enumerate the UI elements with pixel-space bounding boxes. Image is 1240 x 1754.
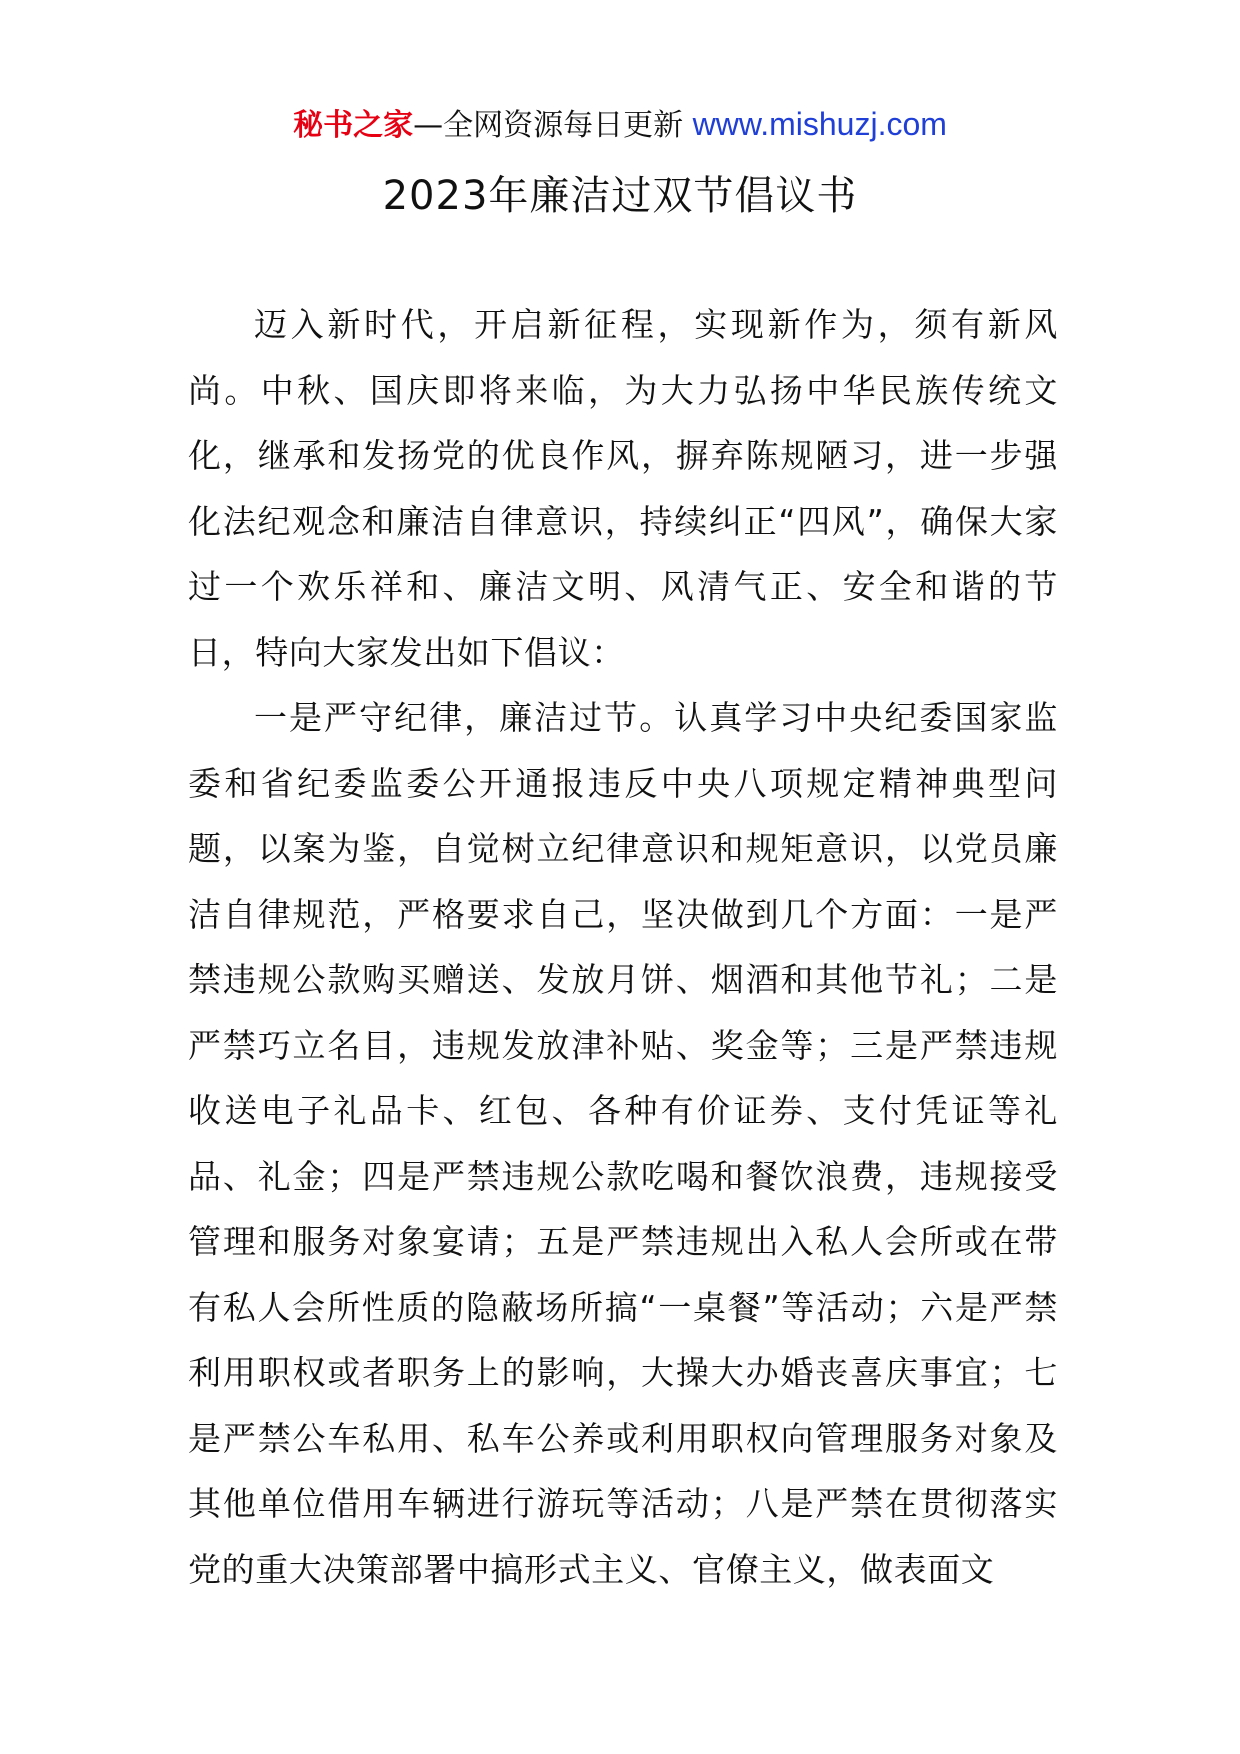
paragraph-intro-text: 迈入新时代，开启新征程，实现新作为，须有新风尚。中秋、国庆即将来临，为大力弘扬中华民族传统文化，继承和发扬党的优良作风，摒弃陈规陋习，进一步强化法纪观念和廉洁自律意识，持续纠正“四风”，确保大家过一个欢乐祥和、廉洁文明、风清气正、安全和谐的节日，特向大家发出如下倡议：	[188, 305, 1058, 672]
paragraph-point-one-lead: 一是严守纪律，廉洁过节。	[254, 699, 675, 736]
document-body	[188, 292, 1058, 1692]
brand-name: 秘书之家	[293, 108, 414, 143]
paragraph-point-one	[188, 685, 1058, 1602]
document-title: 2023年廉洁过双节倡议书	[382, 173, 858, 219]
site-header-banner	[0, 100, 1240, 150]
header-tagline: —全网资源每日更新	[413, 108, 693, 143]
site-url-link[interactable]: www.mishuzj.com	[692, 106, 947, 142]
paragraph-point-one-text: 认真学习中央纪委国家监委和省纪委监委公开通报违反中央八项规定精神典型问题，以案为鉴，自觉树立纪律意识和规矩意识，以党员廉洁自律规范，严格要求自己，坚决做到几个方面：一是严禁违规公款购买赠送、发放月饼、烟酒和其他节礼；二是严禁巧立名目，违规发放津补贴、奖金等；三是严禁违规收送电子礼品卡、红包、各种有价证券、支付凭证等礼品、礼金；四是严禁违规公款吃喝和餐饮浪费，违规接受管理和服务对象宴请；五是严禁违规出入私人会所或在带有私人会所性质的隐蔽场所搞“一桌餐”等活动；六是严禁利用职权或者职务上的影响，大操大办婚丧喜庆事宜；七是严禁公车私用、私车公养或利用职权向管理服务对象及其他单位借用车辆进行游玩等活动；八是严禁在贯彻落实党的重大决策部署中搞形式主义、官僚主义，做表面文	[188, 698, 1058, 1589]
paragraph-intro	[188, 292, 1058, 685]
